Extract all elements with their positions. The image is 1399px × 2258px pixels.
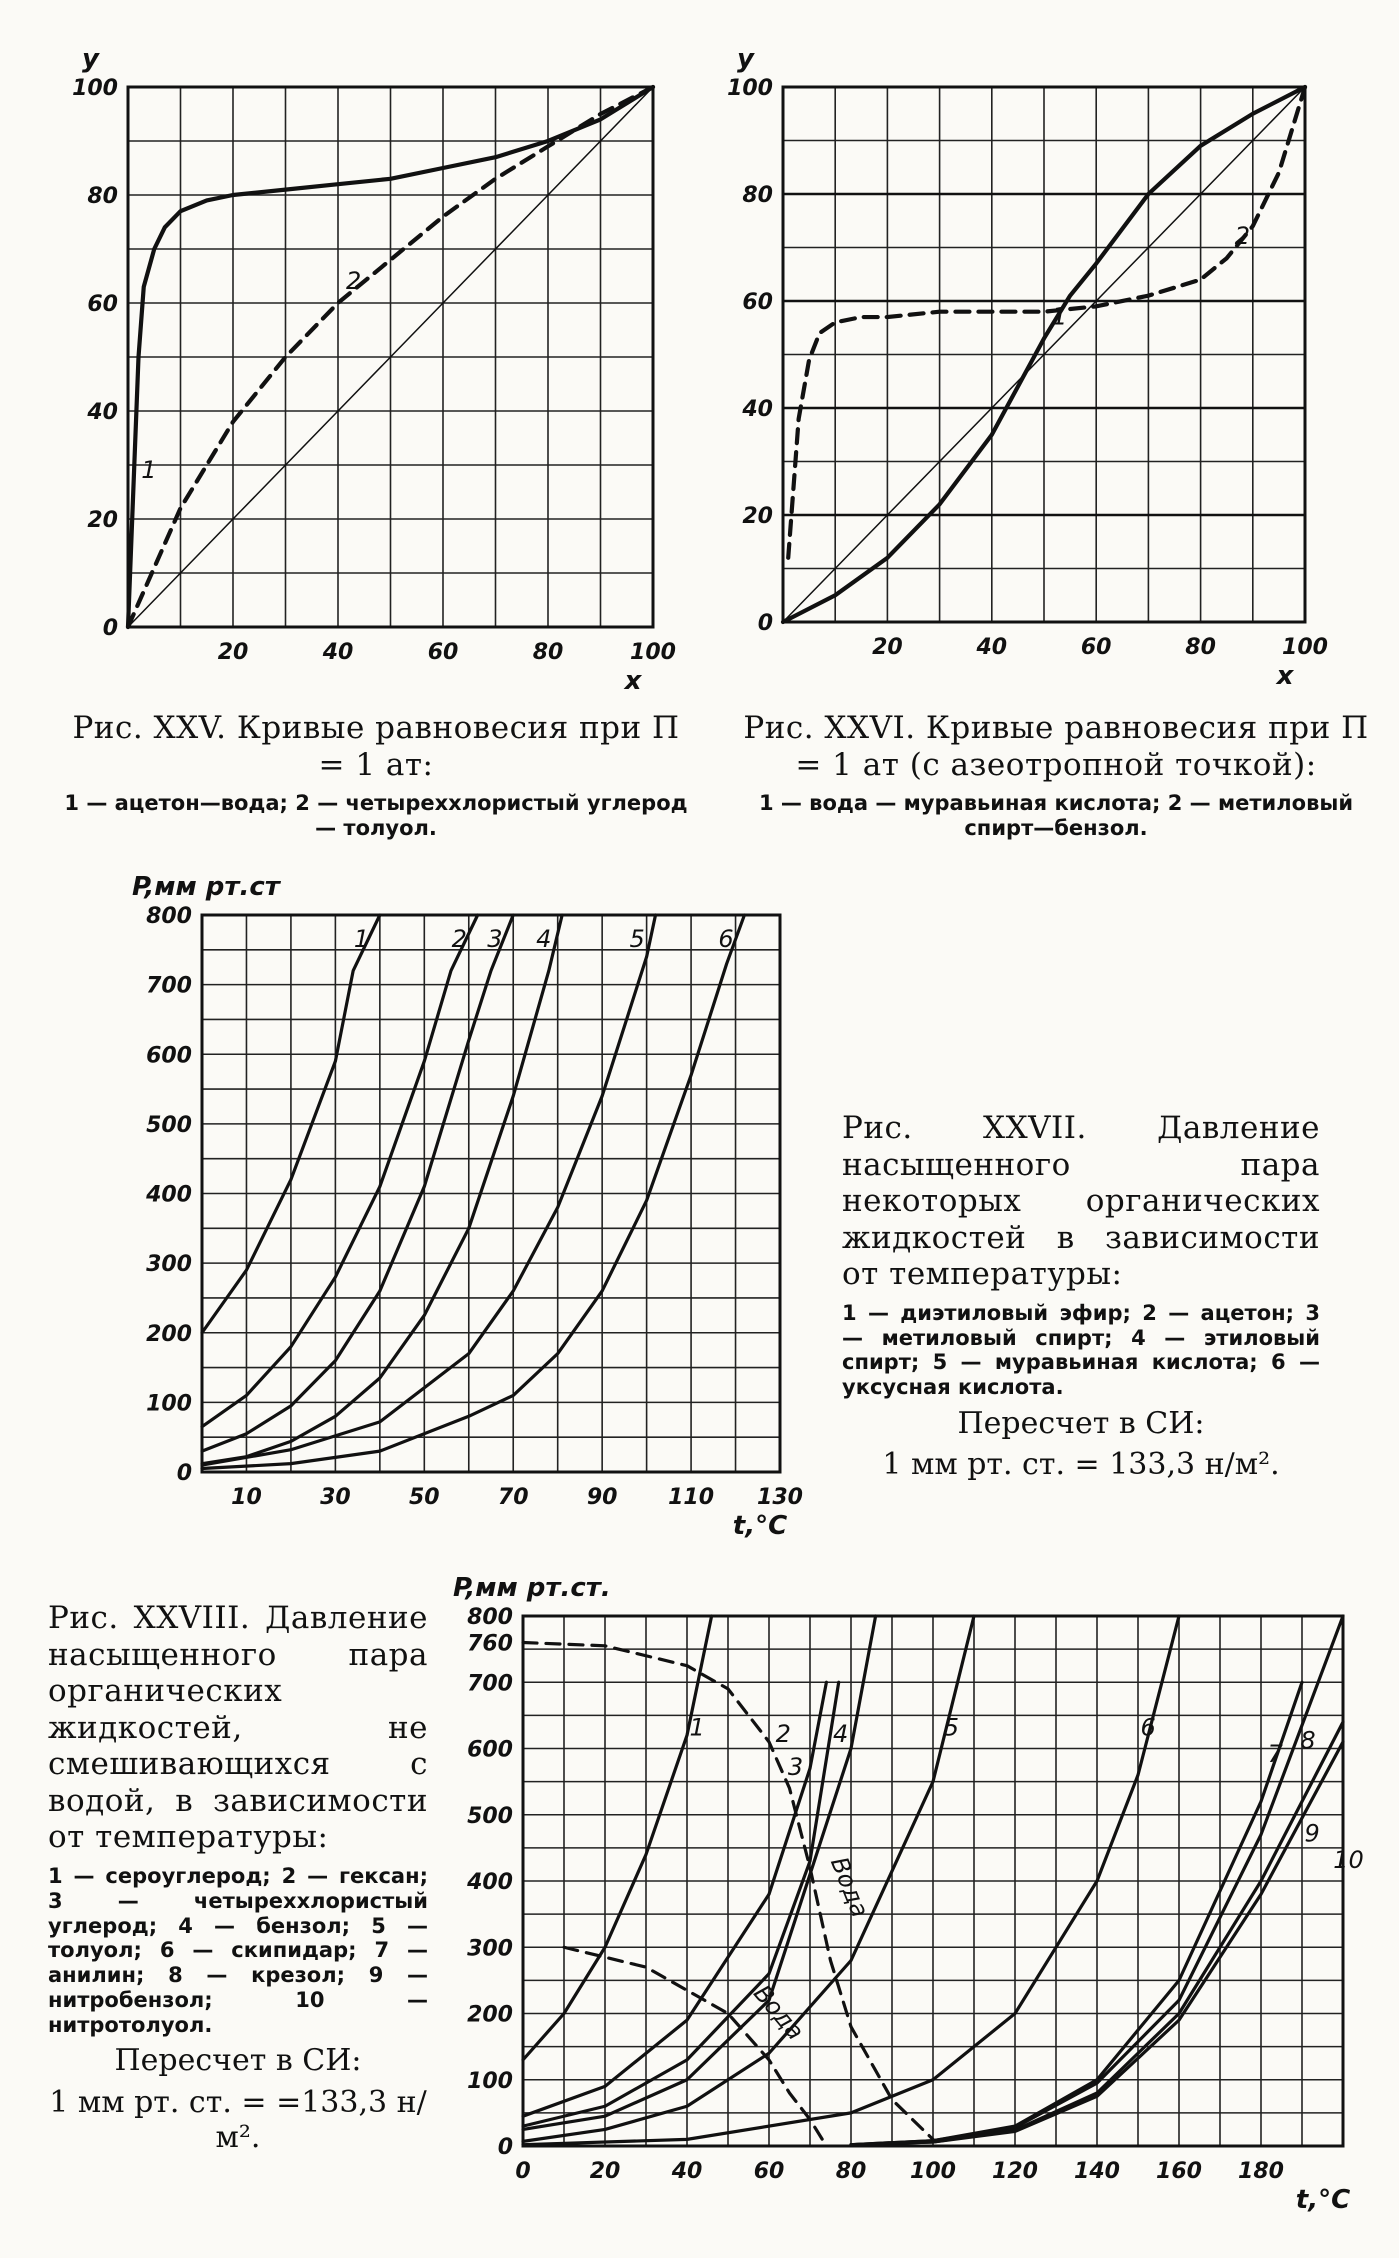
x-tick-label: 10 bbox=[231, 1485, 262, 1510]
series-label: 5 bbox=[629, 925, 645, 953]
y-tick-label: 200 bbox=[467, 2002, 513, 2028]
x-tick-label: 20 bbox=[872, 635, 903, 660]
y-tick-label: 0 bbox=[497, 2135, 513, 2160]
figure-27-si-heading: Пересчет в СИ: bbox=[957, 1405, 1205, 1441]
y-tick-label: 100 bbox=[727, 76, 773, 101]
chart-1 bbox=[72, 44, 676, 696]
series-label: 7 bbox=[1267, 1739, 1283, 1768]
x-axis-label: x bbox=[1276, 661, 1294, 691]
series-label: 1 bbox=[1052, 302, 1068, 331]
series-label: 6 bbox=[1140, 1713, 1156, 1742]
figure-28-caption bbox=[48, 1600, 428, 2156]
y-tick-label: 700 bbox=[467, 1671, 513, 1697]
x-tick-label: 60 bbox=[1080, 635, 1112, 660]
y-tick-label: 800 bbox=[467, 1605, 513, 1630]
y-axis-label: y bbox=[737, 44, 754, 74]
figure-28-legend: 1 — сероуглерод; 2 — гексан; 3 — четыреххлористый углерод; 4 — бензол; 5 — толуол; 6 — скипидар; 7 — анилин; 8 — крезол; 9 — нитробензол; 10 — нитротолуол. bbox=[48, 1864, 428, 2037]
x-tick-label: 60 bbox=[427, 640, 459, 665]
y-tick-label: 200 bbox=[146, 1321, 192, 1347]
chart-2 bbox=[727, 44, 1328, 691]
x-tick-label: 160 bbox=[1156, 2159, 1202, 2184]
y-tick-label: 80 bbox=[87, 184, 118, 209]
x-tick-label: 100 bbox=[1282, 635, 1328, 660]
series-line-2 bbox=[202, 915, 478, 1427]
y-tick-label: 100 bbox=[467, 2068, 513, 2094]
figure-27-si-text: 1 мм рт. ст. = 133,3 н/м². bbox=[882, 1447, 1280, 1483]
figure-26-title: Рис. XXVI. Кривые равновесия при П = 1 ат (с азеотропной точкой): bbox=[743, 710, 1369, 783]
series-label: 3 bbox=[487, 925, 503, 953]
x-tick-label: 20 bbox=[217, 640, 249, 665]
y-axis-label: P,мм рт.ст bbox=[132, 872, 280, 902]
figure-25-legend: 1 — ацетон—вода; 2 — четыреххлористый углерод — толуол. bbox=[64, 791, 688, 840]
x-tick-label: 110 bbox=[668, 1485, 715, 1510]
y-tick-label: 20 bbox=[87, 508, 118, 533]
y-tick-label: 100 bbox=[72, 76, 118, 101]
grid bbox=[202, 915, 780, 1472]
x-tick-label: 90 bbox=[586, 1485, 618, 1510]
x-tick-label: 40 bbox=[671, 2159, 703, 2184]
y-axis-label: y bbox=[82, 44, 99, 74]
y-tick-label: 400 bbox=[146, 1182, 192, 1208]
y-tick-label: 500 bbox=[146, 1112, 192, 1138]
y-tick-label: 80 bbox=[742, 183, 773, 208]
x-tick-label: 40 bbox=[322, 640, 354, 665]
y-tick-label: 600 bbox=[146, 1043, 192, 1069]
x-tick-label: 0 bbox=[515, 2159, 531, 2184]
x-tick-label: 60 bbox=[753, 2159, 785, 2184]
y-tick-label: 700 bbox=[146, 973, 192, 999]
x-axis-label: t,°C bbox=[1295, 2185, 1351, 2215]
figure-28-si-heading: Пересчет в СИ: bbox=[114, 2043, 362, 2079]
x-tick-label: 40 bbox=[976, 635, 1008, 660]
y-tick-label: 500 bbox=[467, 1803, 513, 1829]
series-label: 1 bbox=[353, 925, 370, 953]
series-label: 4 bbox=[833, 1719, 849, 1748]
y-tick-label: 0 bbox=[176, 1461, 192, 1486]
x-tick-label: 80 bbox=[532, 640, 564, 665]
x-tick-label: 80 bbox=[1185, 635, 1216, 660]
series-label: 10 bbox=[1333, 1845, 1364, 1874]
series-label: 2 bbox=[346, 267, 362, 295]
y-tick-label: 300 bbox=[146, 1252, 192, 1278]
series-line-3 bbox=[202, 915, 513, 1451]
y-tick-label: 760 bbox=[467, 1631, 513, 1657]
series-line-4 bbox=[523, 1616, 876, 2129]
y-tick-label: 600 bbox=[467, 1737, 513, 1763]
water-annotation: Вода bbox=[748, 1979, 810, 2046]
y-tick-label: 40 bbox=[742, 397, 773, 422]
x-tick-label: 100 bbox=[910, 2159, 956, 2184]
figure-26-caption bbox=[740, 710, 1372, 841]
series-line-5 bbox=[523, 1616, 974, 2141]
figure-25-caption bbox=[60, 710, 692, 841]
series-label: 5 bbox=[943, 1713, 959, 1742]
series-line-2 bbox=[788, 87, 1305, 558]
x-tick-label: 120 bbox=[992, 2159, 1038, 2184]
y-tick-label: 0 bbox=[102, 616, 118, 641]
water-annotation: Вода bbox=[824, 1852, 875, 1922]
figure-27-legend: 1 — диэтиловый эфир; 2 — ацетон; 3 — метиловый спирт; 4 — этиловый спирт; 5 — муравьиная кислота; 6 — уксусная кислота. bbox=[842, 1300, 1320, 1400]
x-axis-label: x bbox=[624, 666, 642, 696]
y-tick-label: 0 bbox=[757, 611, 773, 636]
series-label: 3 bbox=[787, 1753, 804, 1781]
y-tick-label: 40 bbox=[87, 400, 118, 425]
series-line-5 bbox=[202, 915, 656, 1465]
x-tick-label: 70 bbox=[497, 1485, 529, 1510]
x-tick-label: 140 bbox=[1074, 2159, 1120, 2184]
series-label: 6 bbox=[718, 925, 734, 953]
x-tick-label: 130 bbox=[757, 1485, 803, 1510]
series-label: 1 bbox=[141, 456, 157, 484]
series-label: 8 bbox=[1300, 1726, 1316, 1755]
x-tick-label: 30 bbox=[320, 1485, 351, 1510]
figure-27-title: Рис. XXVII. Давление насыщенного пара некоторых органических жидкостей в зависимости от температуры: bbox=[842, 1110, 1320, 1293]
y-tick-label: 20 bbox=[742, 504, 773, 529]
x-tick-label: 180 bbox=[1238, 2159, 1284, 2184]
series-label: 9 bbox=[1304, 1819, 1320, 1848]
series-label: 2 bbox=[451, 925, 467, 953]
figure-25-title: Рис. XXV. Кривые равновесия при П = 1 ат: bbox=[72, 710, 680, 783]
series-label: 2 bbox=[775, 1719, 791, 1748]
series-label: 2 bbox=[1234, 222, 1250, 251]
chart-4 bbox=[453, 1573, 1364, 2215]
x-axis-label: t,°C bbox=[732, 1511, 788, 1541]
series-line-4 bbox=[202, 915, 562, 1464]
figure-28-title: Рис. XXVIII. Давление насыщенного пара органических жидкостей, не смешивающихся с водой, в зависимости от температуры: bbox=[48, 1600, 428, 1856]
y-tick-label: 60 bbox=[87, 292, 118, 317]
x-tick-label: 20 bbox=[589, 2159, 621, 2184]
y-tick-label: 100 bbox=[146, 1391, 192, 1417]
y-axis-label: P,мм рт.ст. bbox=[453, 1573, 611, 1603]
grid bbox=[523, 1616, 1343, 2146]
series-label: 4 bbox=[536, 925, 552, 953]
y-tick-label: 800 bbox=[146, 904, 192, 929]
series-label: 1 bbox=[689, 1713, 705, 1742]
x-tick-label: 80 bbox=[835, 2159, 867, 2184]
y-tick-label: 300 bbox=[467, 1936, 513, 1962]
x-tick-label: 50 bbox=[408, 1485, 440, 1510]
y-tick-label: 400 bbox=[467, 1870, 513, 1895]
figure-26-legend: 1 — вода — муравьиная кислота; 2 — метиловый спирт—бензол. bbox=[758, 791, 1354, 840]
x-tick-label: 100 bbox=[630, 640, 676, 665]
figure-27-caption bbox=[842, 1110, 1320, 1483]
figure-28-si-text: 1 мм рт. ст. = =133,3 н/м². bbox=[49, 2084, 427, 2156]
y-tick-label: 60 bbox=[742, 290, 773, 315]
chart-3 bbox=[132, 872, 803, 1541]
